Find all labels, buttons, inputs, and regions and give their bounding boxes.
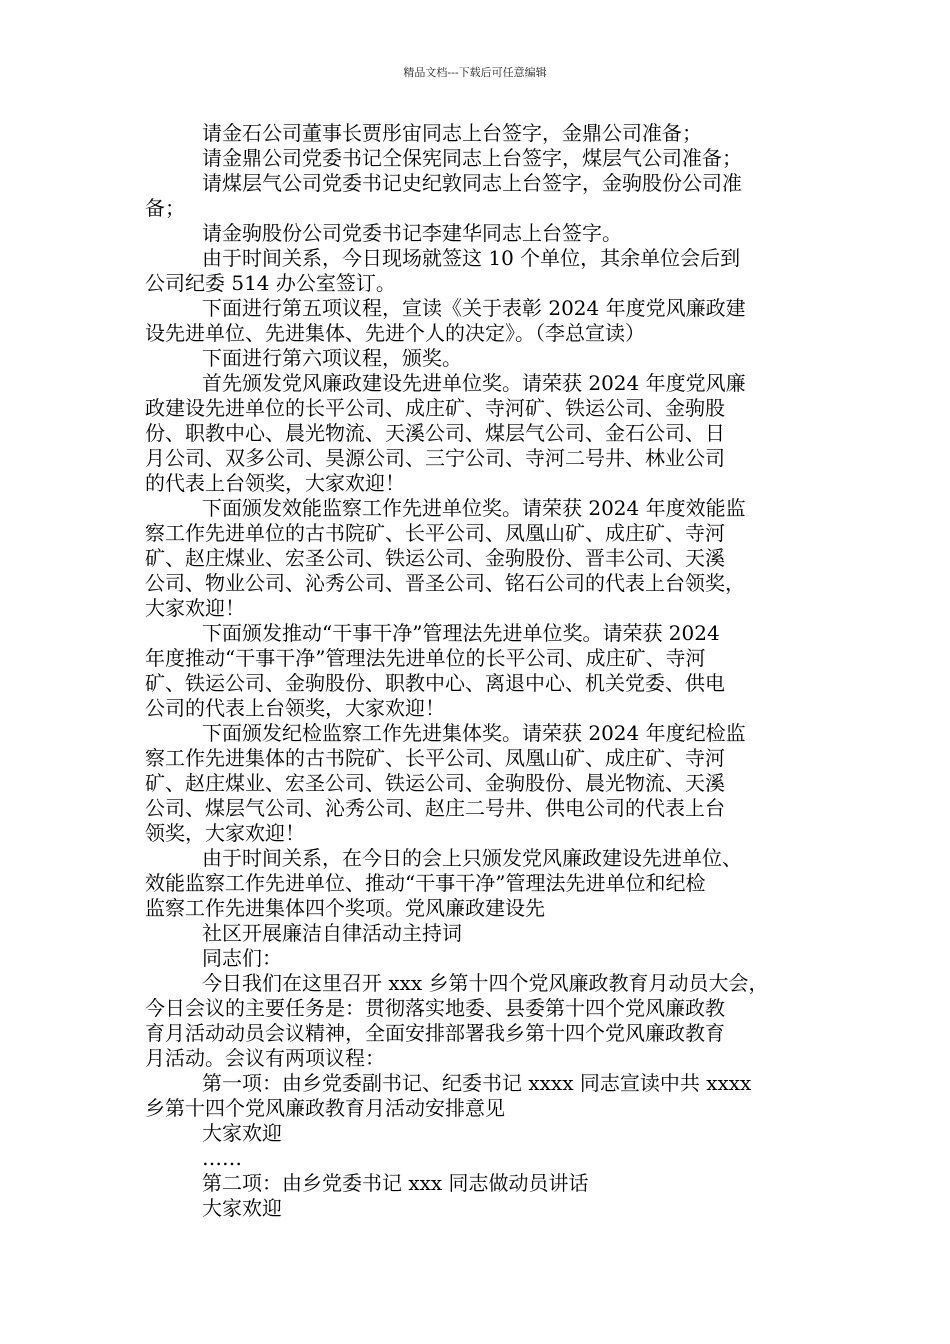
text-line: 公司纪委 514 办公室签订。 <box>145 271 396 295</box>
text-line: 乡第十四个党风廉政教育月活动安排意见 <box>145 1096 505 1120</box>
text-line: 矿、赵庄煤业、宏圣公司、铁运公司、金驹股份、晨光物流、天溪 <box>145 771 725 795</box>
text-line: 由于时间关系，在今日的会上只颁发党风廉政建设先进单位、 <box>202 846 742 870</box>
text-line: 察工作先进单位的古书院矿、长平公司、凤凰山矿、成庄矿、寺河 <box>145 521 725 545</box>
text-line: 设先进单位、先进集体、先进个人的决定》。（李总宣读） <box>145 321 645 345</box>
text-line: 下面进行第六项议程，颁奖。 <box>202 346 462 370</box>
text-line: 请金鼎公司党委书记仝保宪同志上台签字，煤层气公司准备； <box>202 146 742 170</box>
text-line: 请金石公司董事长贾彤宙同志上台签字，金鼎公司准备； <box>202 121 702 145</box>
text-line: 领奖，大家欢迎！ <box>145 821 305 845</box>
text-line: 下面颁发纪检监察工作先进集体奖。请荣获 2024 年度纪检监 <box>202 721 746 745</box>
text-line: 由于时间关系，今日现场就签这 10 个单位，其余单位会后到 <box>202 246 741 270</box>
text-line: 今日会议的主要任务是：贯彻落实地委、县委第十四个党风廉政教 <box>145 996 725 1020</box>
text-line: 矿、铁运公司、金驹股份、职教中心、离退中心、机关党委、供电 <box>145 671 725 695</box>
text-line: 第一项：由乡党委副书记、纪委书记 xxxx 同志宣读中共 xxxx <box>202 1071 752 1095</box>
text-line: 政建设先进单位的长平公司、成庄矿、寺河矿、铁运公司、金驹股 <box>145 396 725 420</box>
text-line: 监察工作先进集体四个奖项。党风廉政建设先 <box>145 896 545 920</box>
text-line: 社区开展廉洁自律活动主持词 <box>202 921 462 945</box>
text-line: 育月活动动员会议精神，全面安排部署我乡第十四个党风廉政教育 <box>145 1021 725 1045</box>
text-line: 大家欢迎 <box>202 1196 282 1220</box>
text-line: 首先颁发党风廉政建设先进单位奖。请荣获 2024 年度党风廉 <box>202 371 746 395</box>
text-line: 公司、物业公司、沁秀公司、晋圣公司、铭石公司的代表上台领奖， <box>145 571 745 595</box>
text-line: 下面颁发效能监察工作先进单位奖。请荣获 2024 年度效能监 <box>202 496 746 520</box>
text-line: 同志们： <box>202 946 282 970</box>
text-line: 请金驹股份公司党委书记李建华同志上台签字。 <box>202 221 622 245</box>
text-line: 矿、赵庄煤业、宏圣公司、铁运公司、金驹股份、晋丰公司、天溪 <box>145 546 725 570</box>
page-header: 精品文档---下载后可任意编辑 <box>403 66 547 79</box>
text-line: 大家欢迎 <box>202 1121 282 1145</box>
text-line: 备； <box>145 196 185 220</box>
text-line: 公司、煤层气公司、沁秀公司、赵庄二号井、供电公司的代表上台 <box>145 796 725 820</box>
text-line: 年度推动“干事干净”管理法先进单位的长平公司、成庄矿、寺河 <box>145 646 706 670</box>
text-line: 请煤层气公司党委书记史纪敦同志上台签字，金驹股份公司准 <box>202 171 742 195</box>
text-line: 公司的代表上台领奖，大家欢迎！ <box>145 696 445 720</box>
text-line: 下面进行第五项议程，宣读《关于表彰 2024 年度党风廉政建 <box>202 296 746 320</box>
text-line: 月活动。会议有两项议程： <box>145 1046 385 1070</box>
text-line: 效能监察工作先进单位、推动“干事干净”管理法先进单位和纪检 <box>145 871 706 895</box>
text-line: 的代表上台领奖，大家欢迎！ <box>145 471 405 495</box>
document-body <box>145 121 815 1221</box>
text-line: 份、职教中心、晨光物流、天溪公司、煤层气公司、金石公司、日 <box>145 421 725 445</box>
text-line: 今日我们在这里召开 xxx 乡第十四个党风廉政教育月动员大会， <box>202 971 769 995</box>
text-line: 下面颁发推动“干事干净”管理法先进单位奖。请荣获 2024 <box>202 621 720 645</box>
text-line: …… <box>202 1146 242 1170</box>
text-line: 察工作先进集体的古书院矿、长平公司、凤凰山矿、成庄矿、寺河 <box>145 746 725 770</box>
text-line: 月公司、双多公司、昊源公司、三宁公司、寺河二号井、林业公司 <box>145 446 725 470</box>
text-line: 第二项：由乡党委书记 xxx 同志做动员讲话 <box>202 1171 589 1195</box>
text-line: 大家欢迎！ <box>145 596 245 620</box>
